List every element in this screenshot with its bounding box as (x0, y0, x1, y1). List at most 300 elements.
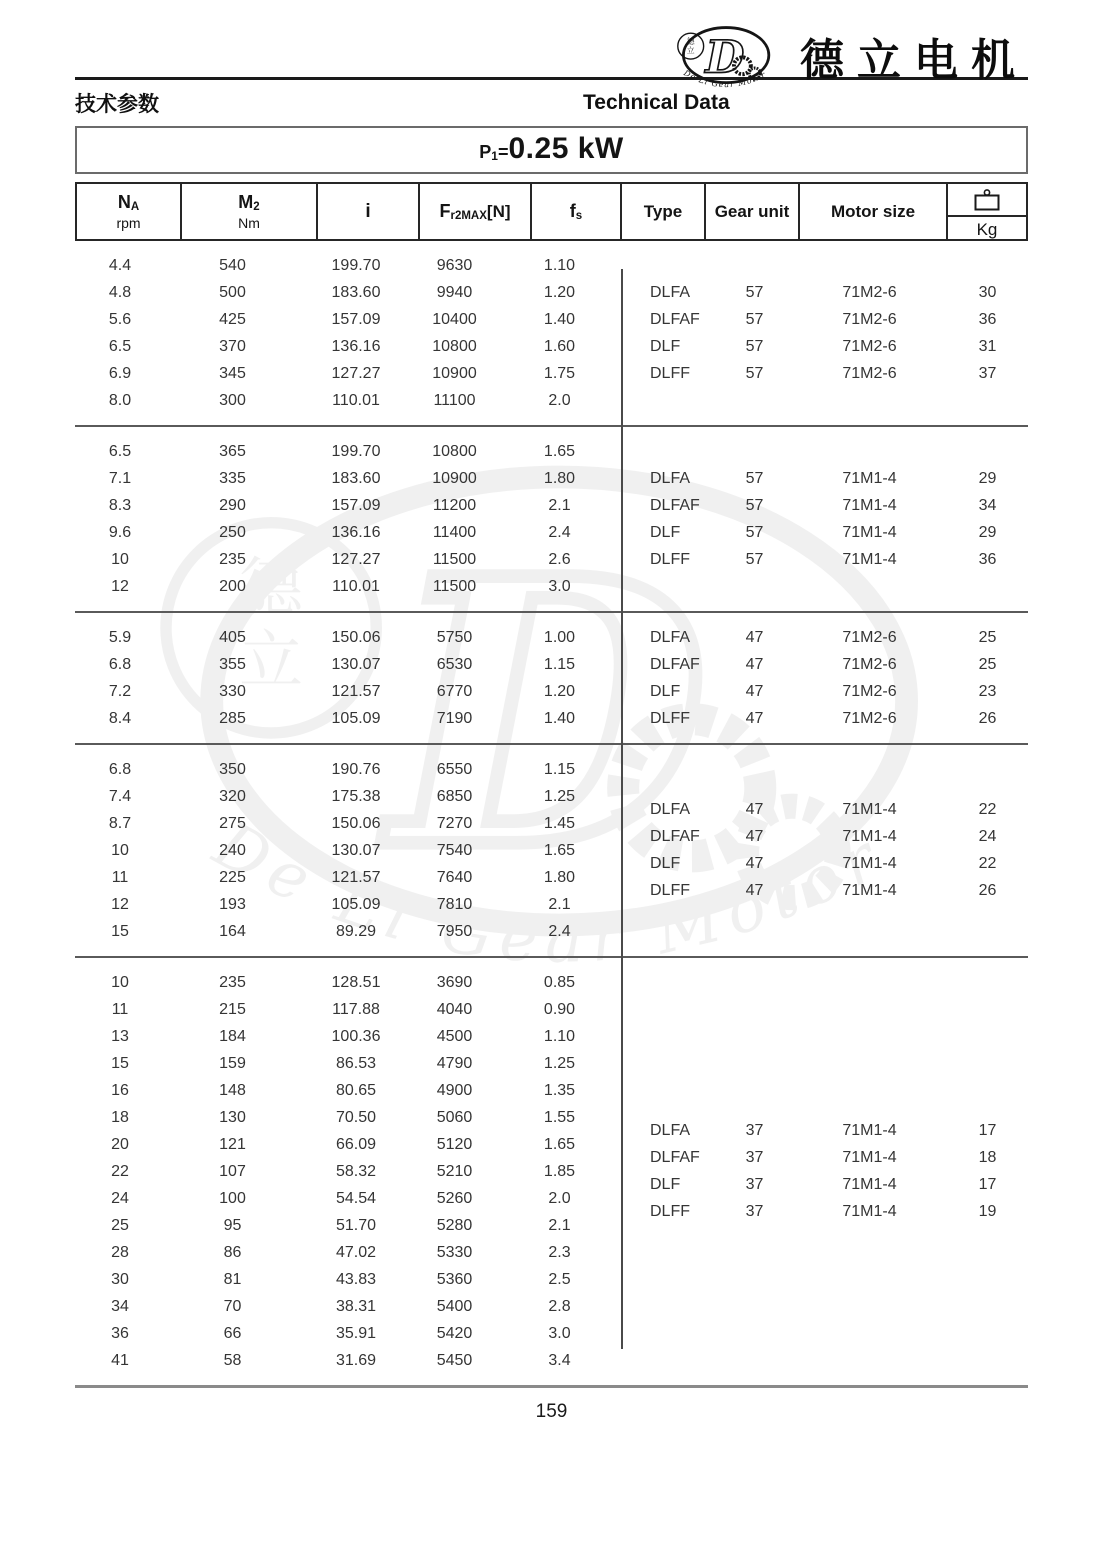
table-cell: 3.0 (548, 577, 571, 595)
table-cell: DLF (650, 855, 681, 872)
table-row (622, 851, 1028, 878)
table-cell: 1.45 (543, 814, 576, 832)
table-row (75, 573, 622, 600)
table-row (75, 306, 622, 333)
table-cell: 1.40 (543, 310, 576, 328)
table-cell: 2.4 (548, 922, 571, 940)
table-cell: 57 (745, 523, 764, 541)
table-cell: 10 (111, 973, 129, 991)
table-cell: DLFA (650, 469, 691, 487)
type-block (622, 252, 1028, 414)
table-cell: 1.25 (543, 1054, 576, 1072)
col-header-fr2max (420, 184, 532, 239)
table-cell: 18 (111, 1108, 129, 1126)
table-cell: 47 (745, 801, 764, 818)
table-row (75, 438, 622, 465)
table-cell: 1.35 (543, 1081, 576, 1099)
weight-icon (973, 189, 1001, 211)
table-cell: 121.57 (331, 682, 381, 700)
table-cell: 300 (219, 391, 246, 409)
table-cell: 36 (111, 1324, 129, 1342)
table-cell: DLFA (650, 801, 691, 818)
table-cell: 71M1-4 (842, 469, 897, 487)
table-cell: 183.60 (331, 283, 381, 301)
fr-unit-bracket: [N] (486, 201, 511, 221)
table-cell: 1.10 (543, 256, 576, 274)
table-cell: 20 (111, 1135, 129, 1153)
table-cell: 199.70 (331, 442, 381, 460)
table-cell: 3.0 (548, 1324, 571, 1342)
table-cell: 0.85 (543, 973, 576, 991)
table-cell: 2.5 (548, 1270, 571, 1288)
table-cell: 7640 (436, 868, 473, 886)
power-equals: = (497, 142, 509, 162)
table-cell: 81 (223, 1270, 242, 1288)
table-cell: 1.65 (543, 442, 576, 460)
table-cell: 5450 (436, 1351, 473, 1369)
table-cell: 11500 (432, 550, 477, 568)
table-row (75, 1293, 622, 1320)
table-row (622, 360, 1028, 387)
table-row (75, 360, 622, 387)
table-cell: 37 (745, 1176, 764, 1193)
table-cell: 70.50 (335, 1108, 377, 1126)
table-cell: 5330 (436, 1243, 473, 1261)
column-divider-line (621, 269, 623, 1349)
table-cell: 1.65 (543, 1135, 576, 1153)
table-row (75, 756, 622, 783)
table-row (622, 705, 1028, 732)
table-cell: 95 (223, 1216, 242, 1234)
table-cell: 5750 (436, 628, 473, 646)
col-header-type: Type (622, 184, 706, 239)
weight-icon-wrap (948, 184, 1026, 217)
table-cell: 136.16 (331, 337, 381, 355)
type-block (622, 438, 1028, 600)
table-cell: 71M2-6 (842, 682, 897, 700)
type-block (622, 624, 1028, 732)
table-row (622, 1118, 1028, 1145)
table-cell: 36 (978, 310, 997, 328)
table-cell: 4900 (436, 1081, 473, 1099)
table-cell: 1.75 (543, 364, 576, 382)
table-cell: 250 (219, 523, 246, 541)
table-cell: 107 (219, 1162, 246, 1180)
power-prefix: P (479, 142, 492, 162)
table-cell: 19 (978, 1203, 997, 1220)
performance-rows (75, 969, 622, 1374)
section-title-en: Technical Data (582, 91, 730, 114)
table-cell: 100.36 (331, 1027, 381, 1045)
table-cell: 100 (219, 1189, 246, 1207)
table-row (75, 918, 622, 945)
table-cell: 12 (111, 895, 129, 913)
table-cell: 215 (219, 1000, 246, 1018)
table-cell: 6.5 (108, 442, 132, 460)
table-row (622, 651, 1028, 678)
table-cell: 2.1 (548, 1216, 571, 1234)
table-cell: 71M1-4 (842, 1203, 897, 1220)
table-cell: 71M1-4 (842, 855, 897, 872)
section-title-cn: 技术参数 (75, 93, 159, 116)
na-symbol: N (117, 191, 131, 212)
table-cell: 5280 (436, 1216, 473, 1234)
table-row (622, 624, 1028, 651)
table-cell: 47 (745, 855, 764, 872)
type-rows (622, 1118, 1028, 1226)
table-cell: DLFF (650, 550, 690, 568)
table-cell: DLF (650, 337, 681, 355)
col-header-ratio: i (318, 184, 420, 239)
table-cell: DLFAF (650, 310, 700, 328)
table-cell: 5120 (436, 1135, 473, 1153)
table-cell: 2.8 (548, 1297, 571, 1315)
table-row (622, 546, 1028, 573)
table-row (622, 519, 1028, 546)
table-cell: 6.8 (108, 760, 132, 778)
table-row (75, 624, 622, 651)
table-cell: 6.8 (108, 655, 132, 673)
table-row (622, 797, 1028, 824)
na-subscript: A (130, 200, 140, 213)
table-cell: 1.65 (543, 841, 576, 859)
table-cell: 71M1-4 (842, 523, 897, 541)
table-row (622, 1145, 1028, 1172)
table-cell: 47.02 (335, 1243, 377, 1261)
table-cell: 110.01 (332, 577, 380, 595)
kg-label: Kg (976, 220, 998, 239)
table-cell: 80.65 (335, 1081, 377, 1099)
table-row (622, 824, 1028, 851)
table-cell: 8.7 (108, 814, 132, 832)
table-cell: 2.0 (548, 391, 571, 409)
table-cell: 10800 (432, 337, 477, 355)
table-cell: 71M1-4 (842, 801, 897, 818)
table-cell: 71M1-4 (842, 1149, 897, 1166)
table-row (622, 465, 1028, 492)
col-header-fs (532, 184, 622, 239)
table-cell: 1.85 (543, 1162, 576, 1180)
table-cell: 0.90 (543, 1000, 576, 1018)
table-cell: 7190 (436, 709, 473, 727)
table-cell: 7950 (436, 922, 473, 940)
table-cell: 51.70 (335, 1216, 377, 1234)
table-row (75, 1023, 622, 1050)
table-row (75, 783, 622, 810)
table-row (622, 1172, 1028, 1199)
table-cell: 38.31 (335, 1297, 377, 1315)
fs-subscript: s (575, 209, 583, 222)
table-row (75, 678, 622, 705)
table-row (75, 891, 622, 918)
type-rows (622, 279, 1028, 387)
table-cell: 25 (978, 655, 997, 673)
table-cell: 71M1-4 (842, 1176, 897, 1193)
table-cell: 71M1-4 (842, 882, 897, 899)
table-cell: 86.53 (335, 1054, 377, 1072)
table-cell: 7.2 (108, 682, 132, 700)
table-row (622, 306, 1028, 333)
table-row (622, 492, 1028, 519)
table-cell: 1.40 (543, 709, 576, 727)
m2-symbol: M (238, 191, 254, 212)
table-cell: 71M2-6 (842, 283, 897, 301)
table-cell: 350 (219, 760, 246, 778)
type-rows (622, 465, 1028, 573)
table-cell: 16 (111, 1081, 129, 1099)
table-cell: 17 (978, 1176, 997, 1193)
col-header-motor-size: Motor size (800, 184, 948, 239)
table-cell: 4500 (436, 1027, 473, 1045)
table-cell: 25 (978, 628, 997, 646)
table-cell: 4040 (436, 1000, 473, 1018)
table-cell: 7.1 (108, 469, 132, 487)
table-cell: 6.9 (108, 364, 132, 382)
table-row (75, 1239, 622, 1266)
table-cell: DLFF (650, 364, 690, 382)
table-row (75, 810, 622, 837)
table-body (75, 241, 1028, 1388)
table-row (75, 1212, 622, 1239)
table-cell: 5.6 (108, 310, 132, 328)
table-cell: 6.5 (108, 337, 132, 355)
table-cell: 13 (111, 1027, 129, 1045)
table-cell: 10800 (432, 442, 477, 460)
table-row (75, 1050, 622, 1077)
table-cell: 285 (219, 709, 246, 727)
na-unit: rpm (116, 215, 141, 232)
table-cell: 5060 (436, 1108, 473, 1126)
col-header-m2 (182, 184, 318, 239)
table-cell: 11 (111, 868, 129, 886)
table-row (75, 387, 622, 414)
table-cell: 128.51 (331, 973, 381, 991)
table-cell: 110.01 (332, 391, 380, 409)
col-header-gear-unit: Gear unit (706, 184, 800, 239)
table-row (622, 1199, 1028, 1226)
table-cell: 7270 (436, 814, 473, 832)
table-cell: DLFF (650, 1203, 690, 1220)
table-cell: 47 (745, 709, 764, 727)
table-group-2 (75, 425, 1028, 611)
table-cell: 1.80 (543, 469, 576, 487)
table-row (75, 1104, 622, 1131)
table-cell: 5360 (436, 1270, 473, 1288)
table-cell: 1.55 (543, 1108, 576, 1126)
table-cell: 7540 (436, 841, 473, 859)
table-row (75, 1077, 622, 1104)
table-cell: 47 (745, 882, 764, 899)
col-header-na (77, 184, 182, 239)
table-row (75, 252, 622, 279)
table-cell: 184 (219, 1027, 246, 1045)
table-group-5 (75, 956, 1028, 1385)
table-group-1 (75, 241, 1028, 425)
table-cell: 10 (111, 841, 129, 859)
table-cell: 22 (111, 1162, 129, 1180)
table-cell: 15 (111, 1054, 129, 1072)
page-content (75, 0, 1028, 1423)
table-cell: 5260 (436, 1189, 473, 1207)
table-cell: 225 (219, 868, 246, 886)
table-cell: 47 (745, 655, 764, 673)
table-cell: 2.0 (548, 1189, 571, 1207)
table-cell: 330 (219, 682, 246, 700)
table-cell: 365 (219, 442, 246, 460)
page-number: 159 (535, 1401, 568, 1422)
table-cell: 136.16 (331, 523, 381, 541)
table-cell: 2.6 (548, 550, 571, 568)
table-row (75, 705, 622, 732)
table-cell: 199.70 (331, 256, 381, 274)
table-cell: 4790 (436, 1054, 473, 1072)
table-row (75, 651, 622, 678)
table-cell: 10 (111, 550, 129, 568)
table-cell: 71M2-6 (842, 709, 897, 727)
table-cell: 41 (111, 1351, 129, 1369)
table-cell: DLFF (650, 709, 690, 727)
table-cell: 71M2-6 (842, 655, 897, 673)
table-cell: 57 (745, 364, 764, 382)
table-cell: 43.83 (335, 1270, 377, 1288)
type-rows (622, 624, 1028, 732)
table-cell: 25 (111, 1216, 129, 1234)
table-cell: 66.09 (335, 1135, 377, 1153)
power-rating-box (75, 126, 1028, 174)
table-cell: 345 (219, 364, 246, 382)
table-row (75, 1266, 622, 1293)
table-cell: 28 (111, 1243, 129, 1261)
type-block (622, 969, 1028, 1374)
table-cell: 12 (111, 577, 129, 595)
table-cell: 148 (219, 1081, 246, 1099)
table-cell: 37 (978, 364, 997, 382)
table-row (622, 279, 1028, 306)
table-cell: 11500 (432, 577, 477, 595)
table-row (622, 678, 1028, 705)
table-cell: DLFAF (650, 828, 700, 845)
table-cell: 157.09 (331, 496, 381, 514)
table-cell: 130.07 (331, 655, 381, 673)
table-cell: DLFA (650, 283, 691, 301)
table-cell: 200 (219, 577, 246, 595)
brand-header (75, 0, 1028, 86)
power-subscript: 1 (491, 149, 498, 163)
table-cell: 355 (219, 655, 246, 673)
fs-symbol: f (569, 200, 576, 221)
table-row (75, 1320, 622, 1347)
table-cell: 15 (111, 922, 129, 940)
table-cell: 57 (745, 469, 764, 487)
section-title-row (75, 80, 1028, 126)
performance-rows (75, 756, 622, 945)
table-cell: 5210 (436, 1162, 473, 1180)
type-rows (622, 797, 1028, 905)
table-cell: DLFAF (650, 655, 700, 673)
table-cell: 57 (745, 310, 764, 328)
table-cell: 1.20 (543, 283, 576, 301)
table-cell: 6770 (436, 682, 473, 700)
table-cell: 89.29 (335, 922, 377, 940)
fr-symbol: F (439, 200, 451, 221)
table-row (75, 1347, 622, 1374)
table-cell: 7810 (436, 895, 473, 913)
table-cell: 24 (978, 828, 997, 845)
table-cell: 1.25 (543, 787, 576, 805)
type-block (622, 756, 1028, 945)
table-cell: 30 (978, 283, 997, 301)
table-cell: 8.3 (108, 496, 132, 514)
table-cell: 121.57 (331, 868, 381, 886)
table-cell: 8.4 (108, 709, 132, 727)
table-cell: 71M2-6 (842, 364, 897, 382)
table-cell: 3690 (436, 973, 473, 991)
table-cell: 70 (223, 1297, 242, 1315)
table-cell: 71M2-6 (842, 628, 897, 646)
table-row (75, 465, 622, 492)
table-cell: 425 (219, 310, 246, 328)
table-row (75, 1185, 622, 1212)
table-row (75, 864, 622, 891)
table-cell: 8.0 (108, 391, 132, 409)
table-cell: 1.00 (543, 628, 576, 646)
table-cell: 10900 (432, 364, 477, 382)
table-cell: 11200 (432, 496, 477, 514)
table-cell: 29 (978, 469, 997, 487)
table-cell: 23 (978, 682, 997, 700)
table-cell: 71M1-4 (842, 550, 897, 568)
table-cell: 37 (745, 1203, 764, 1220)
table-cell: DLF (650, 523, 681, 541)
table-row (75, 492, 622, 519)
table-cell: 31 (978, 337, 997, 355)
table-cell: 121 (219, 1135, 246, 1153)
table-cell: DLFAF (650, 496, 700, 514)
table-cell: 54.54 (335, 1189, 377, 1207)
table-row (75, 519, 622, 546)
table-cell: 71M1-4 (842, 496, 897, 514)
table-cell: 157.09 (331, 310, 381, 328)
table-cell: DLF (650, 1176, 681, 1193)
table-row (75, 333, 622, 360)
table-cell: 2.1 (548, 895, 571, 913)
table-row (75, 837, 622, 864)
table-cell: 58.32 (335, 1162, 377, 1180)
table-row (75, 1131, 622, 1158)
table-row (75, 546, 622, 573)
table-cell: 22 (978, 801, 997, 818)
table-cell: 26 (978, 882, 997, 899)
performance-rows (75, 252, 622, 414)
table-cell: 6530 (436, 655, 473, 673)
table-row (75, 279, 622, 306)
table-cell: 9940 (436, 283, 473, 301)
power-value: 0.25 kW (508, 132, 624, 165)
table-cell: 47 (745, 682, 764, 700)
table-cell: 190.76 (331, 760, 381, 778)
table-cell: 22 (978, 855, 997, 872)
table-cell: 10400 (432, 310, 477, 328)
table-cell: 130 (219, 1108, 246, 1126)
table-cell: 18 (978, 1149, 997, 1166)
table-cell: 5.9 (108, 628, 132, 646)
table-cell: 31.69 (335, 1351, 377, 1369)
table-cell: 130.07 (331, 841, 381, 859)
table-cell: 11 (111, 1000, 129, 1018)
table-cell: 24 (111, 1189, 129, 1207)
table-cell: 1.80 (543, 868, 576, 886)
table-cell: 58 (223, 1351, 242, 1369)
